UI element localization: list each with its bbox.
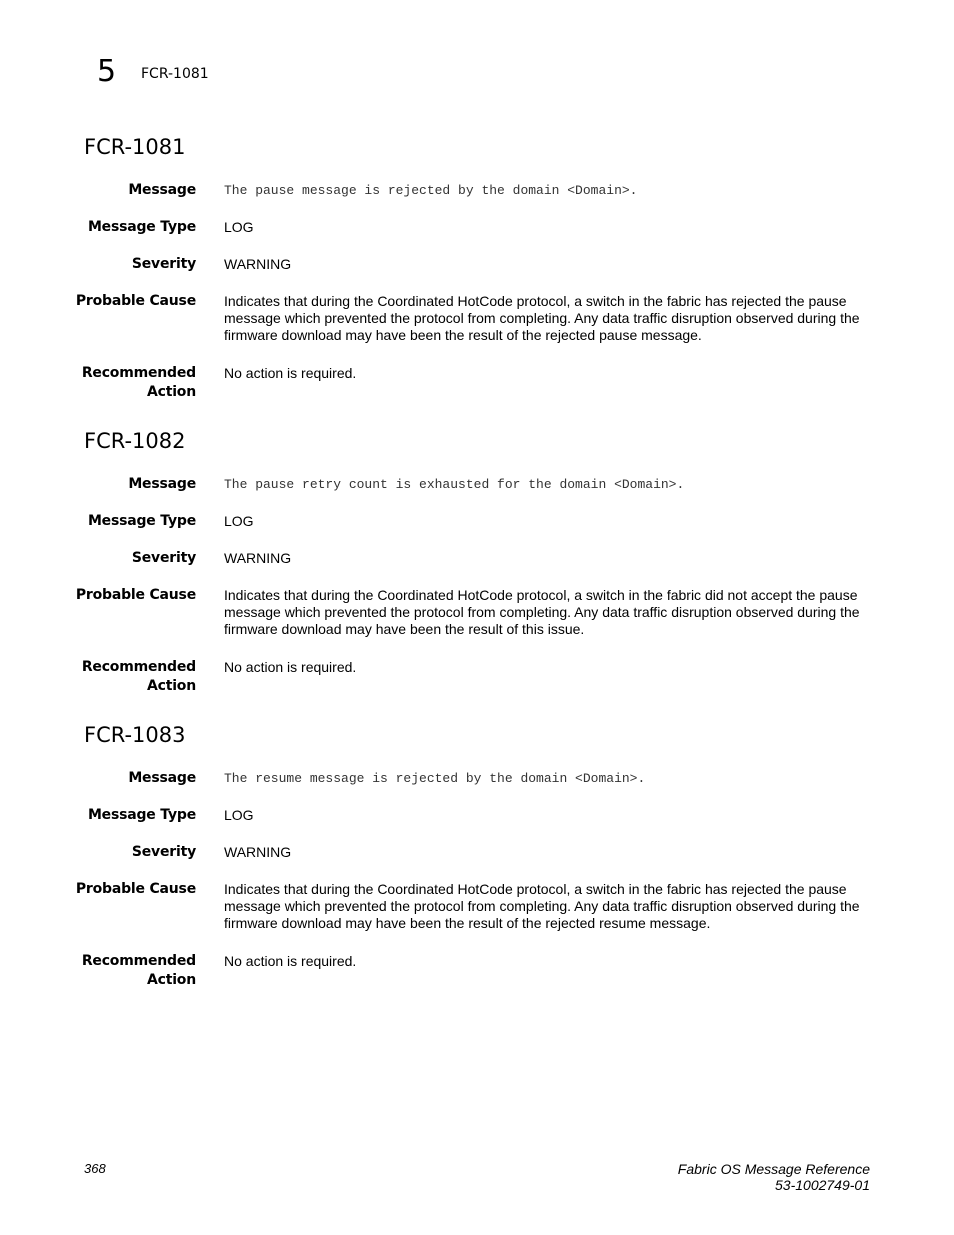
message-entry (0, 134, 954, 424)
message-label: Message (128, 476, 196, 492)
message-type-value: LOG (224, 513, 254, 529)
probable-cause-label: Probable Cause (75, 881, 196, 897)
severity-value: WARNING (224, 256, 292, 272)
message-label: Message (128, 770, 196, 786)
recommended-action-text: No action is required. (224, 659, 357, 675)
message-text: The pause message is rejected by the domain <Domain>. (224, 183, 638, 198)
probable-cause-text: Indicates that during the Coordinated HotCode protocol, a switch in the fabric has rejected the pause message which prevented the protocol from completing. Any data traffic disruption observed during the firmware download may have been the result of the rejected resume message. (224, 881, 860, 931)
message-label: Message (128, 182, 196, 198)
severity-label: Severity (131, 844, 196, 860)
severity-label: Severity (131, 550, 196, 566)
recommended-label-line1: Recommended (81, 953, 196, 969)
doc-number: 53-1002749-01 (775, 1177, 870, 1193)
severity-label: Severity (131, 256, 196, 272)
message-text: The resume message is rejected by the domain <Domain>. (224, 771, 646, 786)
chapter-number: 5 (97, 54, 117, 89)
running-title: FCR-1081 (141, 66, 209, 82)
severity-value: WARNING (224, 844, 292, 860)
entry-title: FCR-1081 (84, 135, 186, 159)
message-type-value: LOG (224, 219, 254, 235)
message-entry (0, 428, 954, 718)
message-text: The pause retry count is exhausted for the domain <Domain>. (224, 477, 685, 492)
message-type-label: Message Type (87, 219, 196, 235)
action-label-line2: Action (146, 678, 196, 694)
severity-value: WARNING (224, 550, 292, 566)
message-type-label: Message Type (87, 513, 196, 529)
recommended-action-label (60, 658, 196, 696)
entry-title: FCR-1083 (84, 723, 186, 747)
probable-cause-label: Probable Cause (75, 293, 196, 309)
probable-cause-label: Probable Cause (75, 587, 196, 603)
entry-title: FCR-1082 (84, 429, 186, 453)
message-type-value: LOG (224, 807, 254, 823)
recommended-label-line1: Recommended (81, 365, 196, 381)
footer-doc-info (560, 1161, 870, 1193)
recommended-action-text: No action is required. (224, 953, 357, 969)
message-type-label: Message Type (87, 807, 196, 823)
page-number: 368 (84, 1161, 106, 1176)
recommended-label-line1: Recommended (81, 659, 196, 675)
recommended-action-text: No action is required. (224, 365, 357, 381)
message-entry (0, 722, 954, 1012)
recommended-action-label (60, 364, 196, 402)
action-label-line2: Action (146, 972, 196, 988)
book-title: Fabric OS Message Reference (677, 1161, 870, 1177)
recommended-action-label (60, 952, 196, 990)
action-label-line2: Action (146, 384, 196, 400)
probable-cause-text: Indicates that during the Coordinated HotCode protocol, a switch in the fabric has rejected the pause message which prevented the protocol from completing. Any data traffic disruption observed during the firmware download may have been the result of the rejected pause message. (224, 293, 860, 343)
probable-cause-text: Indicates that during the Coordinated HotCode protocol, a switch in the fabric did not accept the pause message which prevented the protocol from completing. Any data traffic disruption observed during the firmware download may have been the result of this issue. (224, 587, 860, 637)
